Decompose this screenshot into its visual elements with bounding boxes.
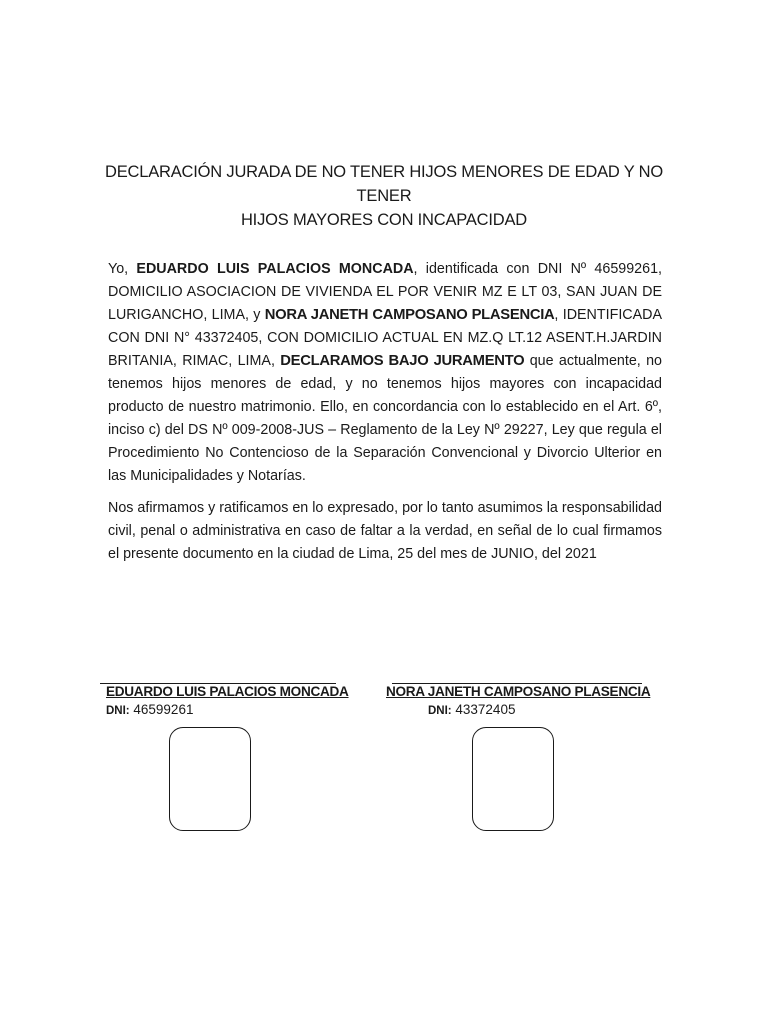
dni-label-1: DNI:: [106, 705, 130, 717]
dni-value-2: 43372405: [451, 702, 516, 717]
signatory-dni-1: [106, 702, 193, 717]
signatory-name-2: NORA JANETH CAMPOSANO PLASENCIA: [386, 684, 651, 699]
ratification-paragraph: Nos afirmamos y ratificamos en lo expresado, por lo tanto asumimos la responsabilidad civil, penal o administrativa en caso de faltar a la verdad, en señal de lo cual firmamos el presente documento en la ciudad de Lima, 25 del mes de JUNIO, del 2021: [108, 500, 662, 562]
declaration-paragraph: [108, 258, 662, 488]
fingerprint-box-1: [169, 727, 251, 831]
dni-label-2: DNI:: [428, 705, 452, 717]
signatory-name-1: EDUARDO LUIS PALACIOS MONCADA: [106, 684, 349, 699]
dni-value-1: 46599261: [129, 702, 194, 717]
declaration-body: que actualmente, no tenemos hijos menores de edad, y no tenemos hijos mayores con incapacidad producto de nuestro matrimonio. Ello, en concordancia con lo establecido en el Art. 6º, inciso c) del DS Nº 009-2008-JUS – Reglamento de la Ley Nº 29227, Ley que regula el Procedimiento No Contencioso de la Separación Convencional y Divorcio Ulterior en las Municipalidades y Notarías.: [108, 353, 662, 484]
title-line-1: DECLARACIÓN JURADA DE NO TENER HIJOS MENORES DE EDAD Y NO TENER: [105, 163, 663, 205]
document-title: [100, 160, 668, 232]
declaration-phrase: DECLARAMOS BAJO JURAMENTO: [280, 353, 525, 369]
declarant-2-identification: , IDENTIFICADA CON DNI N° 43372405, CON DOMICILIO ACTUAL EN MZ.Q LT.12 ASENT.H.JARDIN BRITANIA, RIMAC, LIMA,: [108, 307, 663, 369]
text-yo: Yo,: [108, 261, 137, 277]
title-line-2: HIJOS MAYORES CON INCAPACIDAD: [240, 211, 528, 229]
declarant-name-1: EDUARDO LUIS PALACIOS MONCADA: [136, 261, 414, 277]
declarant-name-2: NORA JANETH CAMPOSANO PLASENCIA: [264, 307, 555, 323]
declarant-1-identification: , identificada con DNI Nº 46599261,: [413, 261, 662, 277]
text-and: , y: [245, 307, 265, 323]
declarant-1-address: DOMICILIO ASOCIACION DE VIVIENDA EL POR VENIR MZ E LT 03, SAN JUAN DE LURIGANCHO, LIMA: [108, 284, 662, 323]
signatory-dni-2: [428, 702, 515, 717]
fingerprint-box-2: [472, 727, 554, 831]
